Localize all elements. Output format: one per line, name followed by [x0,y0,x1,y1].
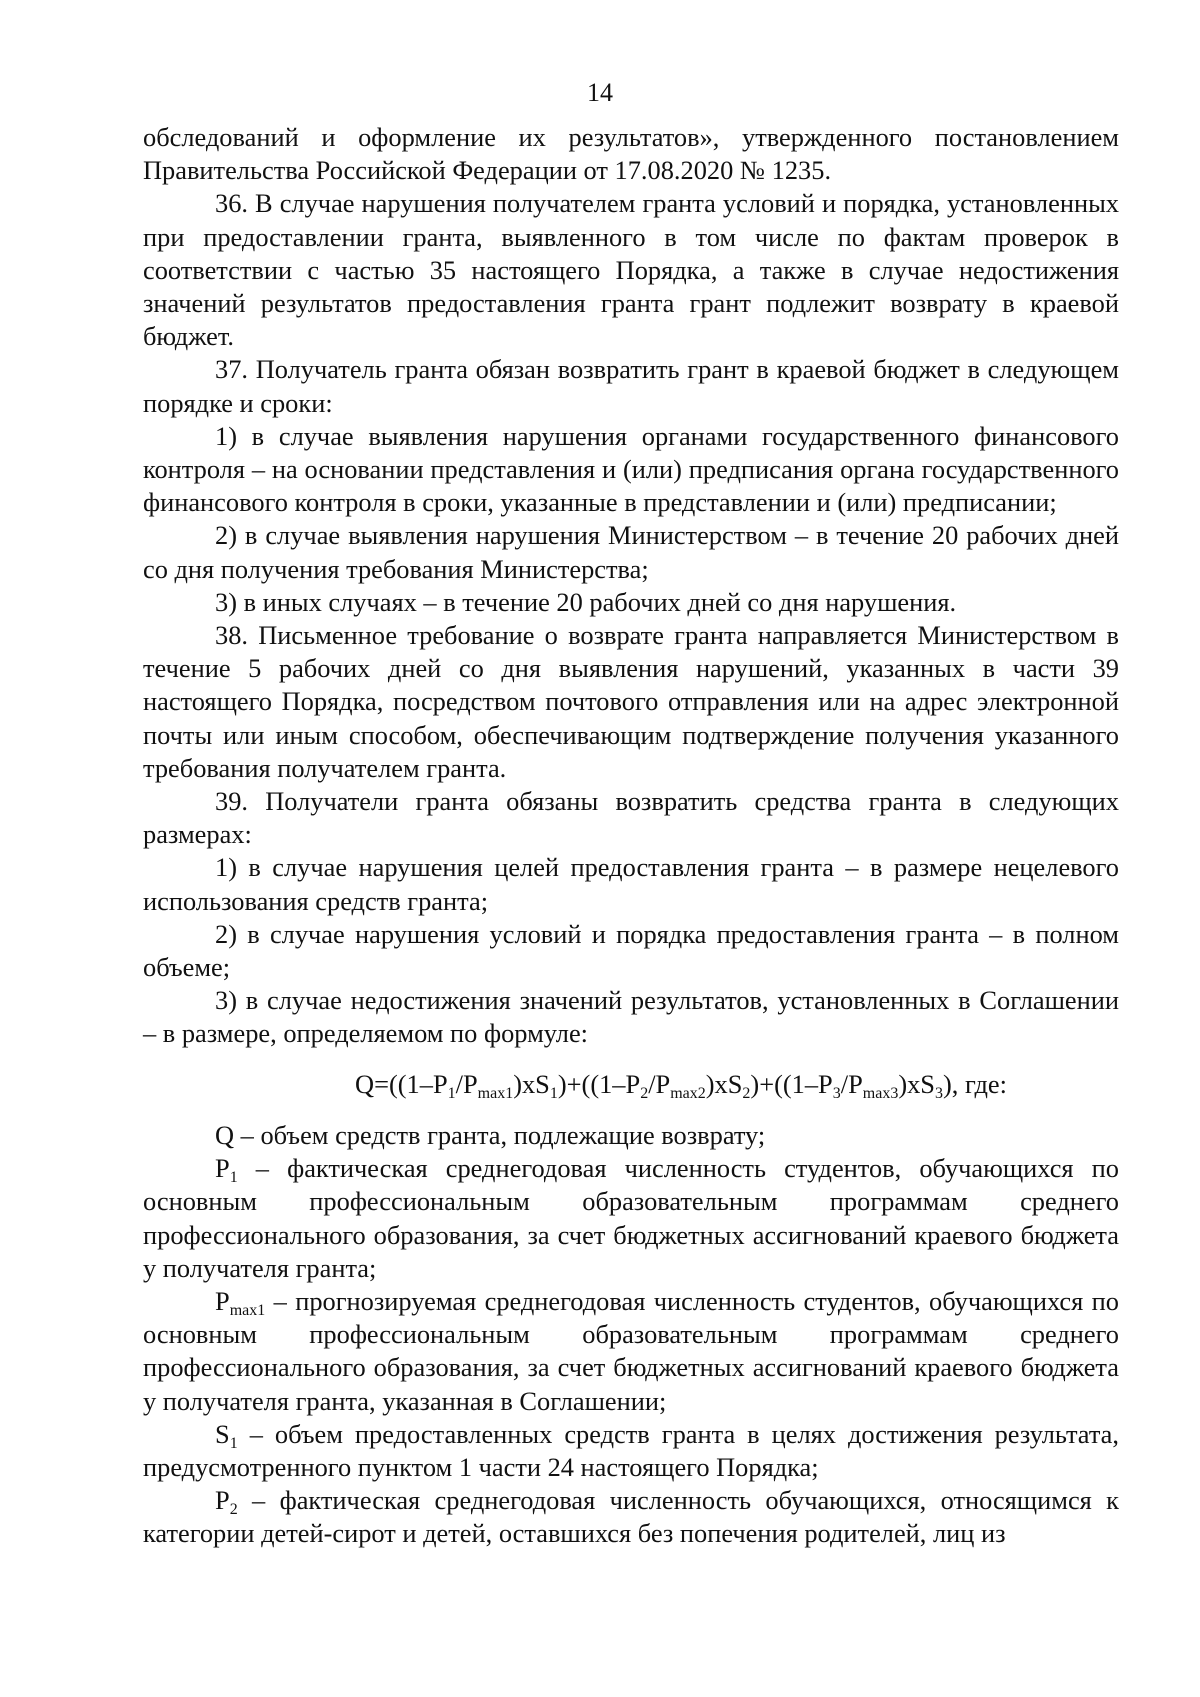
paragraph-36: 36. В случае нарушения получателем гранта условий и порядка, установленных при предоставлении гранта, выявленного в том числе по фактам проверок в соответствии с частью 35 настоящего Порядка, а также в случае недостижения значений результатов предоставления гранта грант подлежит возврату в краевой бюджет. [143,188,1119,352]
paragraph-37-item-1: 1) в случае выявления нарушения органами государственного финансового контроля – на основании представления и (или) предписания органа государственного финансового контроля в сроки, указанные в представлении и (или) предписании; [143,420,1119,518]
paragraph-39-item-2: 2) в случае нарушения условий и порядка предоставления гранта – в полном объеме; [143,918,1119,983]
paragraph-39-item-1: 1) в случае нарушения целей предоставления гранта – в размере нецелевого использования средств гранта; [143,852,1119,916]
paragraph-37: 37. Получатель гранта обязан возвратить грант в краевой бюджет в следующем порядке и сроки: [143,354,1119,418]
paragraph-39-item-3: 3) в случае недостижения значений результатов, установленных в Соглашении – в размере, определяемом по формуле: [143,985,1119,1049]
paragraph-37-item-3: 3) в иных случаях – в течение 20 рабочих дней со дня нарушения. [215,586,957,617]
definition-pmax1: $P_{max1}$ – прогнозируемая среднегодовая численность студентов, обучающихся по основным профессиональным образовательным программам среднего профессионального образования, за счет бюджетных ассигнований краевого бюджета у получателя гранта, указанная в Соглашении; [143,1285,1119,1416]
formula-definitions [143,1119,1119,1551]
refund-formula: $Q=((1-P_1/P_{max1})xS_1)+((1-P_2/P_{max2})xS_2)+((1-P_3/P_{max3})xS_3)$, где: [355,1068,1007,1102]
paragraph-37-item-2: 2) в случае выявления нарушения Министерством – в течение 20 рабочих дней со дня получения требования Министерства; [143,520,1119,584]
definition-s1: $S_1$ – объем предоставленных средств гранта в целях достижения результата, предусмотренного пунктом 1 части 24 настоящего Порядка; [143,1418,1119,1482]
paragraph-38: 38. Письменное требование о возврате гранта направляется Министерством в течение 5 рабочих дней со дня выявления нарушений, указанных в части 39 настоящего Порядка, посредством почтового отправления или на адрес электронной почты или иным способом, обеспечивающим подтверждение получения указанного требования получателем гранта. [143,620,1119,783]
definition-p2: $P_2$ – фактическая среднегодовая численность обучающихся, относящимся к категории детей-сирот и детей, оставшихся без попечения родителей, лиц из [143,1485,1119,1549]
definition-p1: $P_1$ – фактическая среднегодовая численность студентов, обучающихся по основным профессиональным образовательным программам среднего профессионального образования, за счет бюджетных ассигнований краевого бюджета у получателя гранта; [143,1153,1119,1283]
definition-q: Q – объем средств гранта, подлежащие возврату; [215,1119,766,1150]
paragraph-39: 39. Получатели гранта обязаны возвратить средства гранта в следующих размерах: [143,786,1119,850]
page-number: 14 [587,78,613,107]
paragraph-continuation: обследований и оформление их результатов», утвержденного постановлением Правительства Российской Федерации от 17.08.2020 № 1235. [143,122,1119,186]
document-body [143,121,1119,1551]
